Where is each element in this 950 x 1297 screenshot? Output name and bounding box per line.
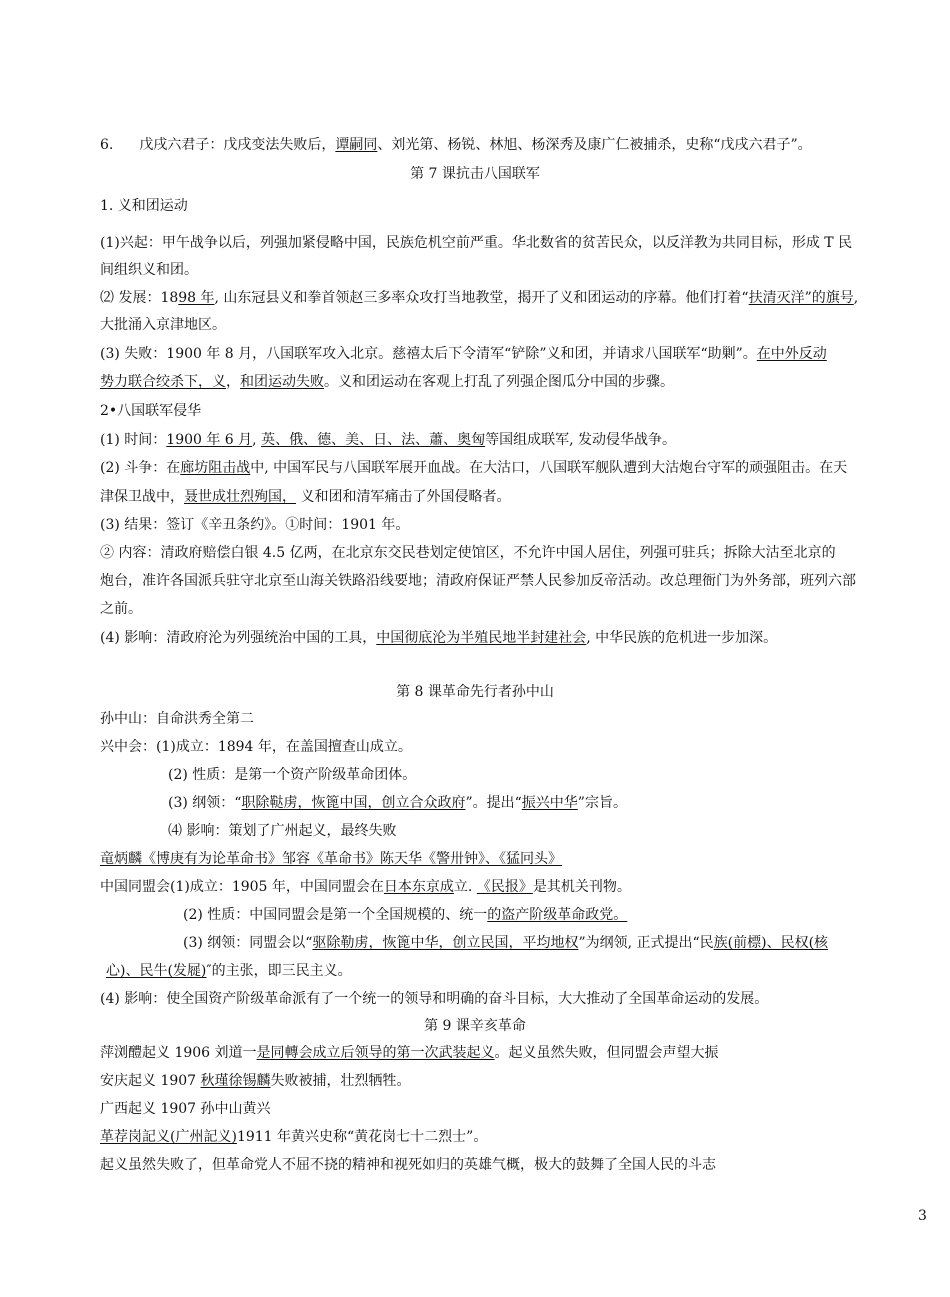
xingzhonghui-nature: (2) 性质：是第一个资产阶级革命团体。 [168, 767, 417, 783]
item-impact: (4) 影响：清政府沦为列强统治中国的工具，中国彻底沦为半殖民地半封建社会, 中华民族的危机进一步加深。 [100, 630, 778, 646]
para-dev-2: 大批涌入京津地区。 [100, 317, 226, 333]
para-dev-1: ⑵ 发展：1898 年, 山东冠县义和拳首领赵三多率众攻打当地教堂，揭开了义和团运动的序幕。他们打着“扶清灭洋”的旗号, [100, 290, 859, 306]
item-time: (1) 时间：1900 年 6 月, 英、俄、德、美、日、法、蕭、奥匈等国组成联军, 发动侵华战争。 [100, 432, 676, 448]
tongmenghui-nature: (2) 性质：中国同盟会是第一个全国规模的、统一的盗产阶级革命政党。 [183, 907, 628, 923]
uprising-anqing: 安庆起义 1907 秋瑾徐锡麟失败被捕，壮烈牺牲。 [100, 1073, 411, 1089]
lesson-9-title: 第 9 课辛亥革命 [424, 1018, 526, 1034]
xingzhonghui-program: (3) 纲领：“职除鞑虏，恢篦中国，创立合众政府”。提出“振兴中华”宗旨。 [168, 795, 627, 811]
section-boxer: 1. 义和团运动 [100, 198, 188, 214]
lesson-8-title: 第 8 课革命先行者孙中山 [396, 684, 554, 700]
item-result: (3) 结果：签订《辛丑条约》。①时间：1901 年。 [100, 517, 410, 533]
uprising-pingliuli: 萍浏醴起义 1906 刘道一是同轉会成立后领导的第一次武装起义。起义虽然失败，但同盟会声望大振 [100, 1045, 719, 1061]
page-number: 3 [918, 1208, 927, 1224]
uprising-summary: 起义虽然失败了，但革命党人不屈不挠的精神和视死如归的英雄气概，极大的鼓舞了全国人民的斗志 [100, 1157, 716, 1173]
publications-line: 竜炳麟《博庚有为论革命书》邹容《革命书》陈天华《警卅钟》、《猛冋头》 [100, 851, 562, 867]
item-struggle-1: (2) 斗争：在廊坊阻击战中, 中国军民与八国联军展开血战。在大沽口，八国联军舰队遭到大沽炮台守军的顽强阻击。在天 [100, 460, 848, 476]
xingzhonghui-founding: 兴中会：(1)成立：1894 年，在盖国擅查山成立。 [100, 739, 412, 755]
item-content-3: 之前。 [100, 601, 142, 617]
para-rise-2: 间组织义和团。 [100, 262, 198, 278]
lesson-7-title: 第 7 课抗击八国联军 [410, 166, 540, 182]
tongmenghui-program-1: (3) 纲领：同盟会以“驱除勒虏，恢篦中华，创立民国，平均地权”为纲领, 正式提出“民族(前標)、民权(核 [183, 935, 829, 951]
para-fail-2: 势力联合绞杀下，义，和团运动失败。义和团运动在客观上打乱了列强企图瓜分中国的步骤。 [100, 374, 674, 390]
tongmenghui-impact: (4) 影响：使全国资产阶级革命派有了一个统一的领导和明确的奋斗目标，大大推动了全国革命运动的发展。 [100, 991, 769, 1007]
item-struggle-2: 津保卫战中，聂世成壮烈殉国， 义和团和清军痛击了外国侵略者。 [100, 489, 511, 505]
para-fail-1: (3) 失败：1900 年 8 月，八国联军攻入北京。慈禧太后下令清军“铲除”义和团，并请求八国联军“助剿”。在中外反动 [100, 346, 827, 362]
section-eight-nation: 2•八国联军侵华 [100, 403, 202, 419]
tongmenghui-founding: 中国同盟会(1)成立：1905 年，中国同盟会在日本东京成立. 《民报》是其机关刊物。 [100, 879, 631, 895]
sun-line: 孙中山：自命洪秀全第二 [100, 711, 254, 727]
uprising-guangxi: 广西起义 1907 孙中山黄兴 [100, 1101, 271, 1117]
uprising-guangzhou: 革荐岗記义(广州記义)1911 年黄兴史称“黄花岗七十二烈士”。 [100, 1129, 488, 1145]
item-content-2: 炮台，准许各国派兵驻守北京至山海关铁路沿线要地；清政府保证严禁人民参加反帝活动。改总理衙门为外务部，班列六部 [100, 573, 856, 589]
line-6: 6. 戊戌六君子：戊戌变法失败后，谭嗣同、刘光第、杨锐、林旭、杨深秀及康广仁被捕杀，史称“戊戌六君子”。 [100, 137, 812, 153]
tongmenghui-program-2: 心)、民牛(发屣)″的主张，即三民主义。 [106, 963, 352, 979]
para-rise-1: (1)兴起：甲午战争以后，列强加紧侵略中国，民族危机空前严重。华北数省的贫苦民众，以反洋教为共同目标，形成 T 民 [100, 235, 853, 251]
item-content-1: ② 内容：清政府赔偿白银 4.5 亿两，在北京东交民巷划定使馆区，不允许中国人居住，列强可驻兵；拆除大沽至北京的 [100, 545, 836, 561]
xingzhonghui-impact: ⑷ 影响：策划了广州起义，最终失败 [168, 823, 397, 839]
